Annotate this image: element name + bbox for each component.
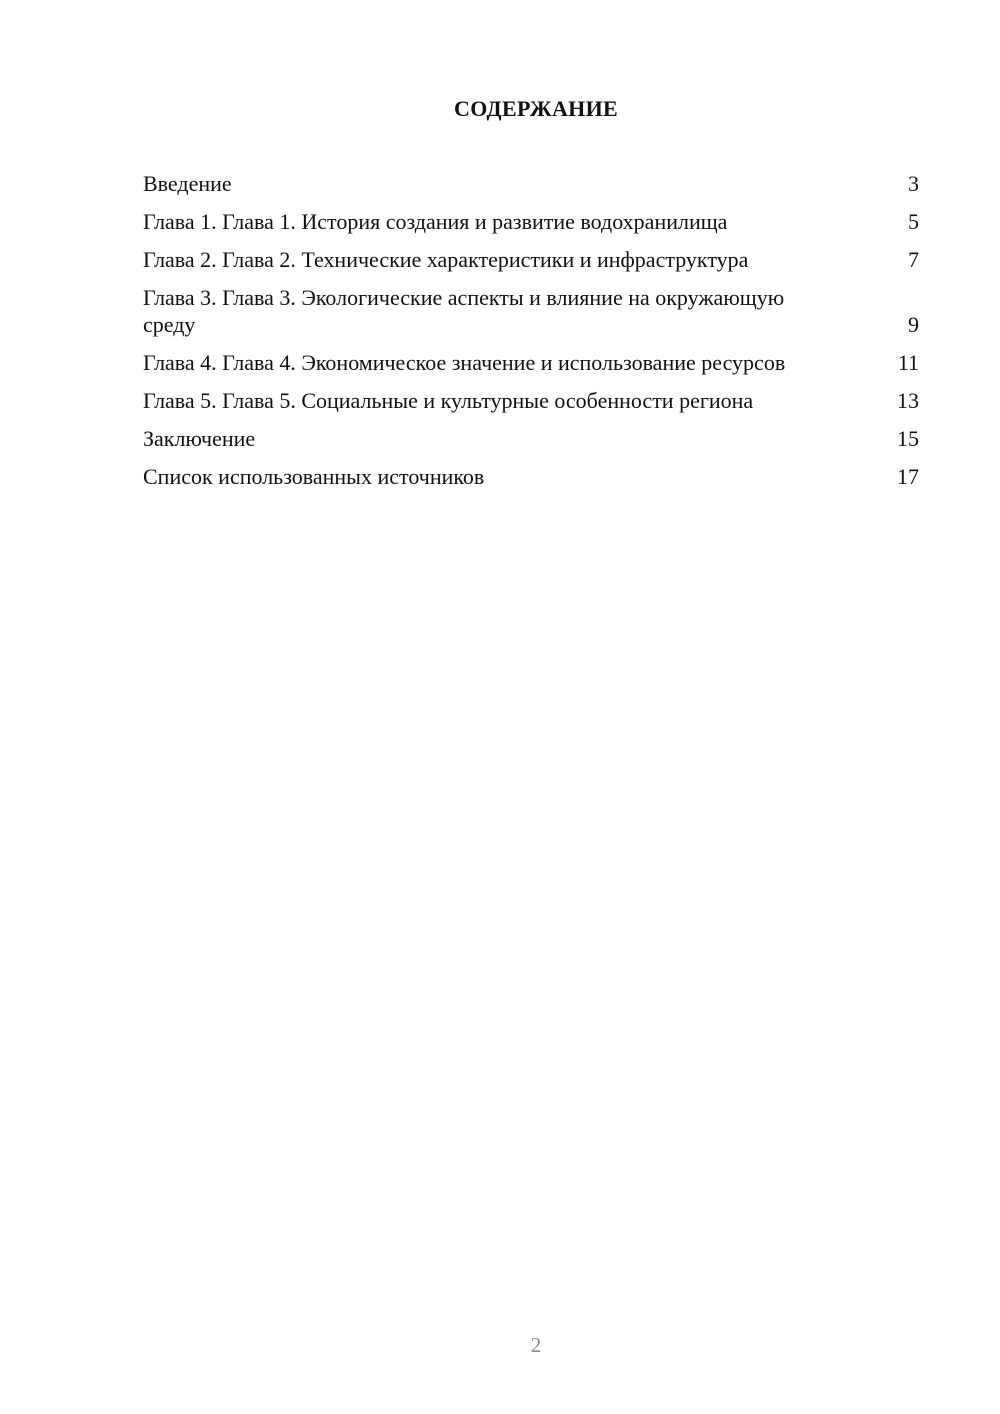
toc-entry-chapter-2 [143, 246, 919, 273]
toc-entry-page: 5 [908, 209, 919, 234]
toc-entry-page: 11 [897, 350, 919, 375]
toc-entry-page: 15 [897, 426, 919, 451]
toc-entry-title: Заключение [143, 426, 256, 451]
toc-entry-chapter-4 [143, 349, 919, 376]
toc-entry-references [143, 463, 919, 490]
toc-entry-page: 17 [897, 464, 919, 489]
toc-entry-title: Глава 3. Глава 3. Экологические аспекты и влияние на окружающую среду [143, 285, 785, 337]
table-of-contents [143, 170, 919, 501]
toc-entry-chapter-3 [143, 284, 919, 338]
toc-entry-title: Список использованных источников [143, 464, 485, 489]
toc-entry-title: Глава 4. Глава 4. Экономическое значение и использование ресурсов [143, 350, 786, 375]
toc-entry-title: Глава 1. Глава 1. История создания и развитие водохранилища [143, 209, 728, 234]
toc-entry-page: 3 [908, 171, 919, 196]
toc-entry-page: 13 [897, 388, 919, 413]
toc-entry-title: Глава 2. Глава 2. Технические характеристики и инфраструктура [143, 247, 749, 272]
toc-entry-page: 7 [908, 247, 919, 272]
toc-entry-chapter-5 [143, 387, 919, 414]
toc-entry-title: Введение [143, 171, 232, 196]
toc-entry-page: 9 [908, 312, 919, 337]
page-number: 2 [530, 1333, 542, 1357]
toc-entry-introduction [143, 170, 919, 197]
toc-entry-chapter-1 [143, 208, 919, 235]
toc-entry-conclusion [143, 425, 919, 452]
toc-entry-title: Глава 5. Глава 5. Социальные и культурные особенности региона [143, 388, 754, 413]
page-title: СОДЕРЖАНИЕ [454, 96, 618, 121]
